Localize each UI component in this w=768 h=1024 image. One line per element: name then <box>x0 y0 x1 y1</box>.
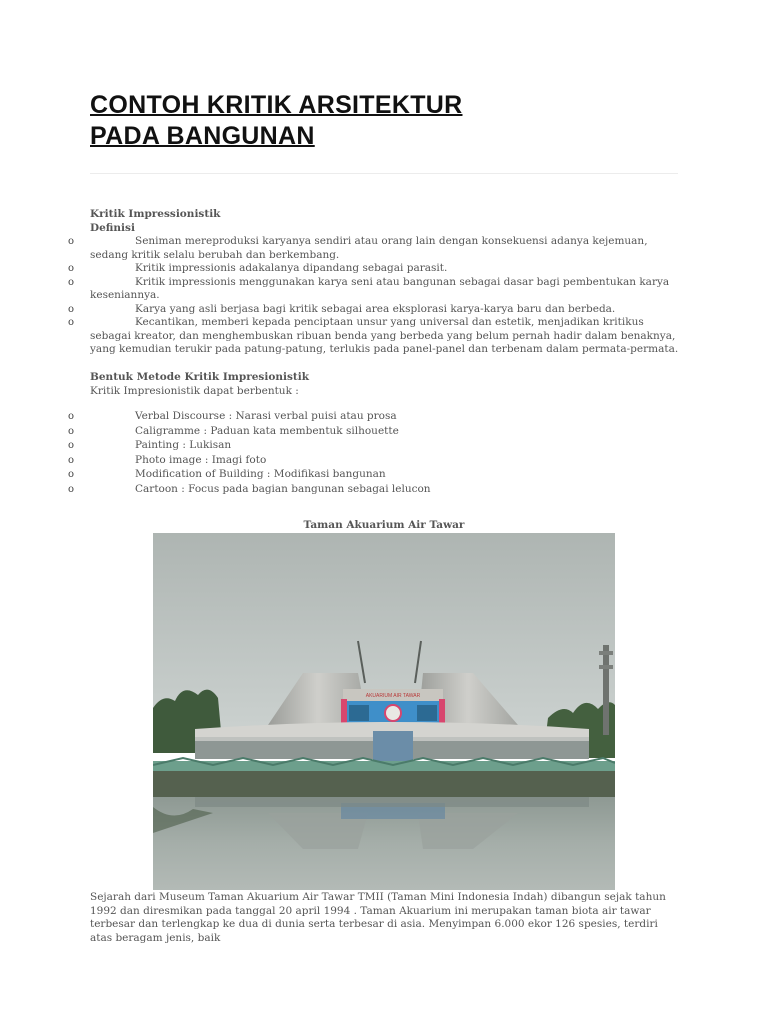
bullet-circle-icon: o <box>68 236 75 247</box>
method-item-text: Painting : Lukisan <box>135 439 232 451</box>
method-item-text: Verbal Discourse : Narasi verbal puisi atau prosa <box>135 410 397 422</box>
list-item <box>68 302 680 317</box>
bullet-circle-icon: o <box>68 263 75 274</box>
methods-section <box>68 371 680 497</box>
definition-item-text: Kritik impressionis adakalanya dipandang sebagai parasit. <box>135 262 448 274</box>
tower <box>603 645 609 735</box>
list-item <box>68 453 680 469</box>
definition-section <box>68 208 680 357</box>
bullet-circle-icon: o <box>68 440 75 451</box>
page-title <box>90 90 650 152</box>
shoreline <box>153 771 615 797</box>
list-item <box>68 424 680 440</box>
list-item <box>68 235 680 262</box>
aquarium-building-photo <box>153 533 615 890</box>
bullet-circle-icon: o <box>68 425 75 437</box>
bullet-circle-icon: o <box>68 303 75 315</box>
method-item-text: Modification of Building : Modifikasi bangunan <box>135 468 386 480</box>
bullet-circle-icon: o <box>68 317 75 328</box>
building-sign: AKUARIUM AIR TAWAR <box>365 693 421 699</box>
section-heading-kritik: Kritik Impressionistik <box>90 208 221 220</box>
title-line-1: CONTOH KRITIK ARSITEKTUR <box>90 91 463 119</box>
list-item <box>68 262 680 276</box>
methods-list <box>68 410 680 497</box>
logo-emblem <box>385 705 401 721</box>
sub-heading-definisi: Definisi <box>90 221 135 234</box>
definition-item-text: Seniman mereproduksi karyanya sendiri atau orang lain dengan konsekuensi adanya kejemuan, sedang kritik selalu berubah dan berkembang. <box>90 235 648 261</box>
bullet-circle-icon: o <box>68 276 75 288</box>
bullet-circle-icon: o <box>68 411 75 422</box>
method-item-text: Cartoon : Focus pada bagian bangunan sebagai lelucon <box>135 482 431 495</box>
list-item <box>68 482 680 498</box>
bullet-circle-icon: o <box>68 483 75 495</box>
title-line-2: PADA BANGUNAN <box>90 122 315 150</box>
entrance <box>373 731 413 761</box>
methods-intro: Kritik Impresionistik dapat berbentuk : <box>90 384 299 397</box>
list-item <box>68 439 680 454</box>
definition-item-text: Kritik impressionis menggunakan karya seni atau bangunan sebagai dasar bagi pembentukan karya keseniannya. <box>90 275 670 301</box>
title-divider <box>90 173 678 174</box>
list-item <box>68 275 680 303</box>
list-item <box>68 468 680 483</box>
definition-item-text: Kecantikan, memberi kepada penciptaan unsur yang universal dan estetik, menjadikan kritikus sebagai kreator, dan menghembuskan ribuan benda yang berbeda yang belum pernah hadir dalam benaknya, yang kemudian terukir pada patung-patung, terlukis pada panel-panel dan terbenam dalam permata-permata. <box>90 316 679 355</box>
definition-list <box>68 235 680 357</box>
methods-heading: Bentuk Metode Kritik Impresionistik <box>90 371 309 383</box>
list-item <box>68 316 680 357</box>
method-item-text: Caligramme : Paduan kata membentuk silhouette <box>135 424 399 437</box>
bullet-circle-icon: o <box>68 469 75 480</box>
definition-item-text: Karya yang asli berjasa bagi kritik sebagai area eksplorasi karya-karya baru dan berbeda. <box>135 302 616 315</box>
method-item-text: Photo image : Imagi foto <box>135 453 267 466</box>
list-item <box>68 410 680 425</box>
figure-caption: Taman Akuarium Air Tawar <box>303 519 465 531</box>
bullet-circle-icon: o <box>68 454 75 466</box>
history-paragraph: Sejarah dari Museum Taman Akuarium Air Tawar TMII (Taman Mini Indonesia Indah) dibangun sejak tahun 1992 dan diresmikan pada tanggal 20 april 1994 . Taman Akuarium ini merupakan taman biota air tawar terbesar dan terlengkap ke dua di dunia serta terbesar di asia. Menyimpan 6.000 ekor 126 spesies, terdiri atas beragam jenis, baik <box>90 891 666 944</box>
